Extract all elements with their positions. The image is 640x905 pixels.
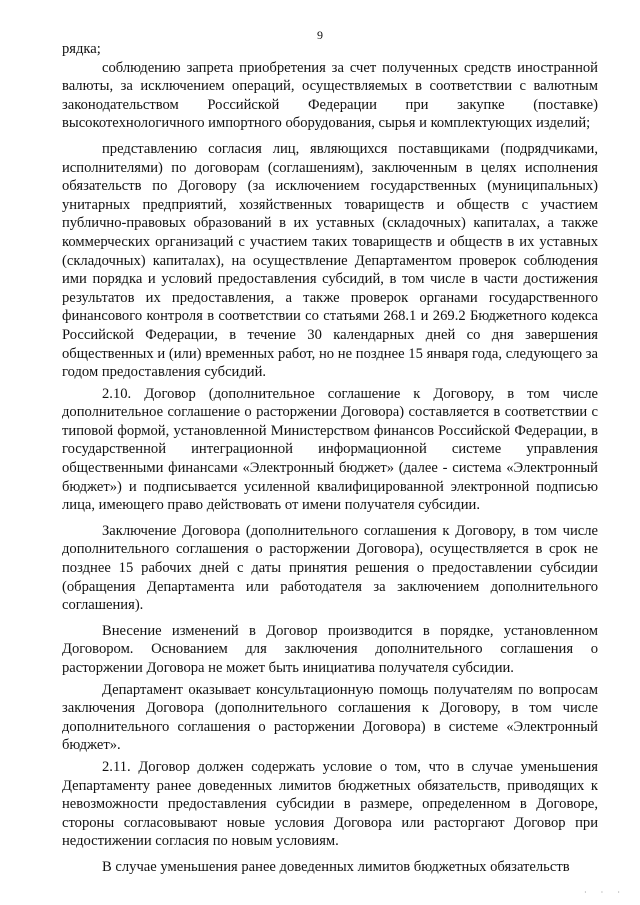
paragraph: Внесение изменений в Договор производится в порядке, установленном Договором. Основанием для заключения дополнительного соглашения о расторжении Договора не может быть инициатива получателя субсидии.	[62, 622, 598, 676]
scan-artifact-marks: · · ·	[584, 888, 626, 897]
paragraph: Заключение Договора (дополнительного соглашения к Договору, в том числе дополнительного соглашения о расторжении Договора), осуществляется в срок не позднее 15 рабочих дней с даты принятия решения о предоставлении субсидии (обращения Департамента или работодателя за заключением дополнительного соглашения).	[62, 522, 598, 614]
paragraph: Департамент оказывает консультационную помощь получателям по вопросам заключения Договора (дополнительного соглашения к Договору, в том числе дополнительного соглашения о расторжении Договора) в системе «Электронный бюджет».	[62, 681, 598, 754]
document-body	[62, 40, 598, 877]
paragraph: 2.11. Договор должен содержать условие о том, что в случае уменьшения Департаменту ранее доведенных лимитов бюджетных обязательств, приводящих к невозможности предоставления субсидии в размере, определенном в Договоре, стороны согласовывают новые условия Договора или расторгают Договор при недостижении согласия по новым условиям.	[62, 758, 598, 850]
page-number: 9	[317, 28, 323, 42]
paragraph: рядка;	[62, 41, 101, 57]
paragraph: соблюдению запрета приобретения за счет полученных средств иностранной валюты, за исключением операций, осуществляемых в соответствии с валютным законодательством Российской Федерации при закупке (поставке) высокотехнологичного импортного оборудования, сырья и комплектующих изделий;	[62, 59, 598, 132]
paragraph: В случае уменьшения ранее доведенных лимитов бюджетных обязательств	[102, 858, 570, 875]
paragraph: 2.10. Договор (дополнительное соглашение к Договору, в том числе дополнительное соглашение о расторжении Договора) составляется в соответствии с типовой формой, установленной Министерством финансов Российской Федерации, в государственной интеграционной информационной системе управления общественными финансами «Электронный бюджет» (далее - система «Электронный бюджет») и подписывается усиленной квалифицированной электронной подписью лица, имеющего право действовать от имени получателя субсидии.	[62, 385, 598, 514]
paragraph: представлению согласия лиц, являющихся поставщиками (подрядчиками, исполнителями) по договорам (соглашениям), заключенным в целях исполнения обязательств по Договору (за исключением государственных (муниципальных) унитарных предприятий, хозяйственных товариществ и обществ с участием публично-правовых образований в их уставных (складочных) капиталах, а также коммерческих организаций с участием таких товариществ и обществ в их уставных (складочных) капиталах), на осуществление Департаментом проверок соблюдения ими порядка и условий предоставления субсидий, в том числе в части достижения результатов их предоставления, а также проверок органами государственного финансового контроля в соответствии со статьями 268.1 и 269.2 Бюджетного кодекса Российской Федерации, в течение 30 календарных дней со дня завершения общественных и (или) временных работ, но не позднее 15 января года, следующего за годом предоставления субсидий.	[62, 140, 598, 381]
